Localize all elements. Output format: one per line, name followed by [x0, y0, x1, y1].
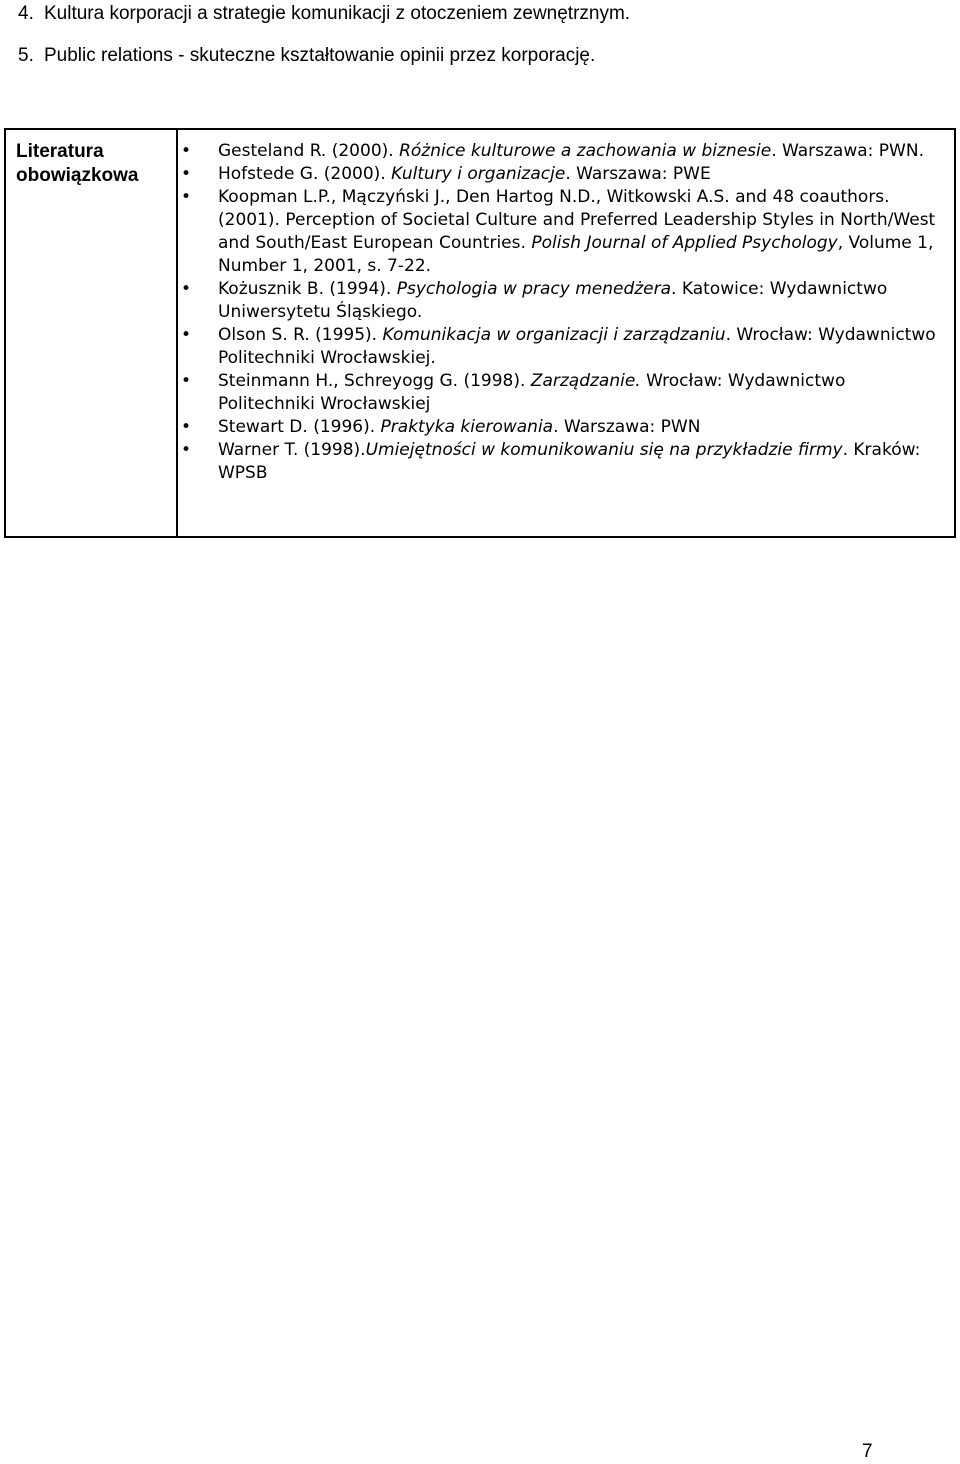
- bullet-icon: •: [181, 279, 192, 299]
- reference-title: Umiejętności w komunikowaniu się na przykładzie firmy: [365, 440, 843, 460]
- reference-text: . Warszawa: PWN: [553, 417, 701, 437]
- reference-text: Kożusznik B. (1994).: [218, 279, 397, 299]
- topic-text: Kultura korporacji a strategie komunikacji z otoczeniem zewnętrznym.: [44, 3, 631, 24]
- literature-label-line1: Literatura: [16, 141, 104, 162]
- literature-content-cell: [177, 129, 955, 537]
- bullet-icon: •: [181, 371, 192, 391]
- reference-item: [181, 370, 942, 416]
- reference-text: Olson S. R. (1995).: [218, 325, 383, 345]
- reference-text: . Katowice: Wydawnictwo Uniwersytetu Śląskiego.: [218, 279, 888, 322]
- reference-title: Komunikacja w organizacji i zarządzaniu: [382, 325, 726, 345]
- topic-number: 5.: [18, 45, 34, 66]
- reference-text: Wrocław: Wydawnictwo Politechniki Wrocławskiej: [218, 371, 846, 414]
- literature-row: [5, 129, 955, 537]
- literature-table: [4, 128, 956, 538]
- bullet-icon: •: [181, 417, 192, 437]
- reference-list: [178, 140, 942, 485]
- reference-text: Steinmann H., Schreyogg G. (1998).: [218, 371, 531, 391]
- topic-item-4: [18, 2, 630, 26]
- reference-text: . Wrocław: Wydawnictwo Politechniki Wrocławskiej.: [218, 325, 936, 368]
- literature-label-line2: obowiązkowa: [16, 165, 139, 186]
- bullet-icon: •: [181, 164, 192, 184]
- reference-item: [181, 416, 942, 439]
- reference-title: Psychologia w pracy menedżera: [396, 279, 672, 299]
- topic-item-5: [18, 44, 595, 68]
- page-number: 7: [862, 1441, 873, 1462]
- reference-text: . Warszawa: PWE: [565, 164, 711, 184]
- reference-item: [181, 186, 942, 278]
- reference-title: Praktyka kierowania: [380, 417, 554, 437]
- reference-item: [181, 278, 942, 324]
- bullet-icon: •: [181, 141, 192, 161]
- reference-title: Różnice kulturowe a zachowania w biznesie: [399, 141, 772, 161]
- reference-item: [181, 324, 942, 370]
- topic-number: 4.: [18, 3, 34, 24]
- reference-text: , Volume 1, Number 1, 2001, s. 7-22.: [218, 233, 934, 276]
- reference-item: [181, 140, 942, 163]
- literature-label-cell: [5, 129, 177, 537]
- reference-text: Hofstede G. (2000).: [218, 164, 392, 184]
- bullet-icon: •: [181, 440, 192, 460]
- reference-item: [181, 163, 942, 186]
- reference-title: Kultury i organizacje: [391, 164, 566, 184]
- reference-title: Polish Journal of Applied Psychology: [531, 233, 838, 253]
- reference-title: Zarządzanie.: [530, 371, 641, 391]
- reference-text: Gesteland R. (2000).: [218, 141, 400, 161]
- reference-text: Warner T. (1998).: [218, 440, 366, 460]
- reference-text: Stewart D. (1996).: [218, 417, 381, 437]
- reference-text: . Kraków: WPSB: [218, 440, 921, 483]
- bullet-icon: •: [181, 325, 192, 345]
- reference-text: Koopman L.P., Mączyński J., Den Hartog N.D., Witkowski A.S. and 48 coauthors. (2001). Perception of Societal Culture and Preferred Leadership Styles in North/West and South/East European Countries.: [218, 187, 936, 253]
- topic-text: Public relations - skuteczne kształtowanie opinii przez korporację.: [44, 45, 596, 66]
- bullet-icon: •: [181, 187, 192, 207]
- reference-text: . Warszawa: PWN.: [771, 141, 924, 161]
- reference-item: [181, 439, 942, 485]
